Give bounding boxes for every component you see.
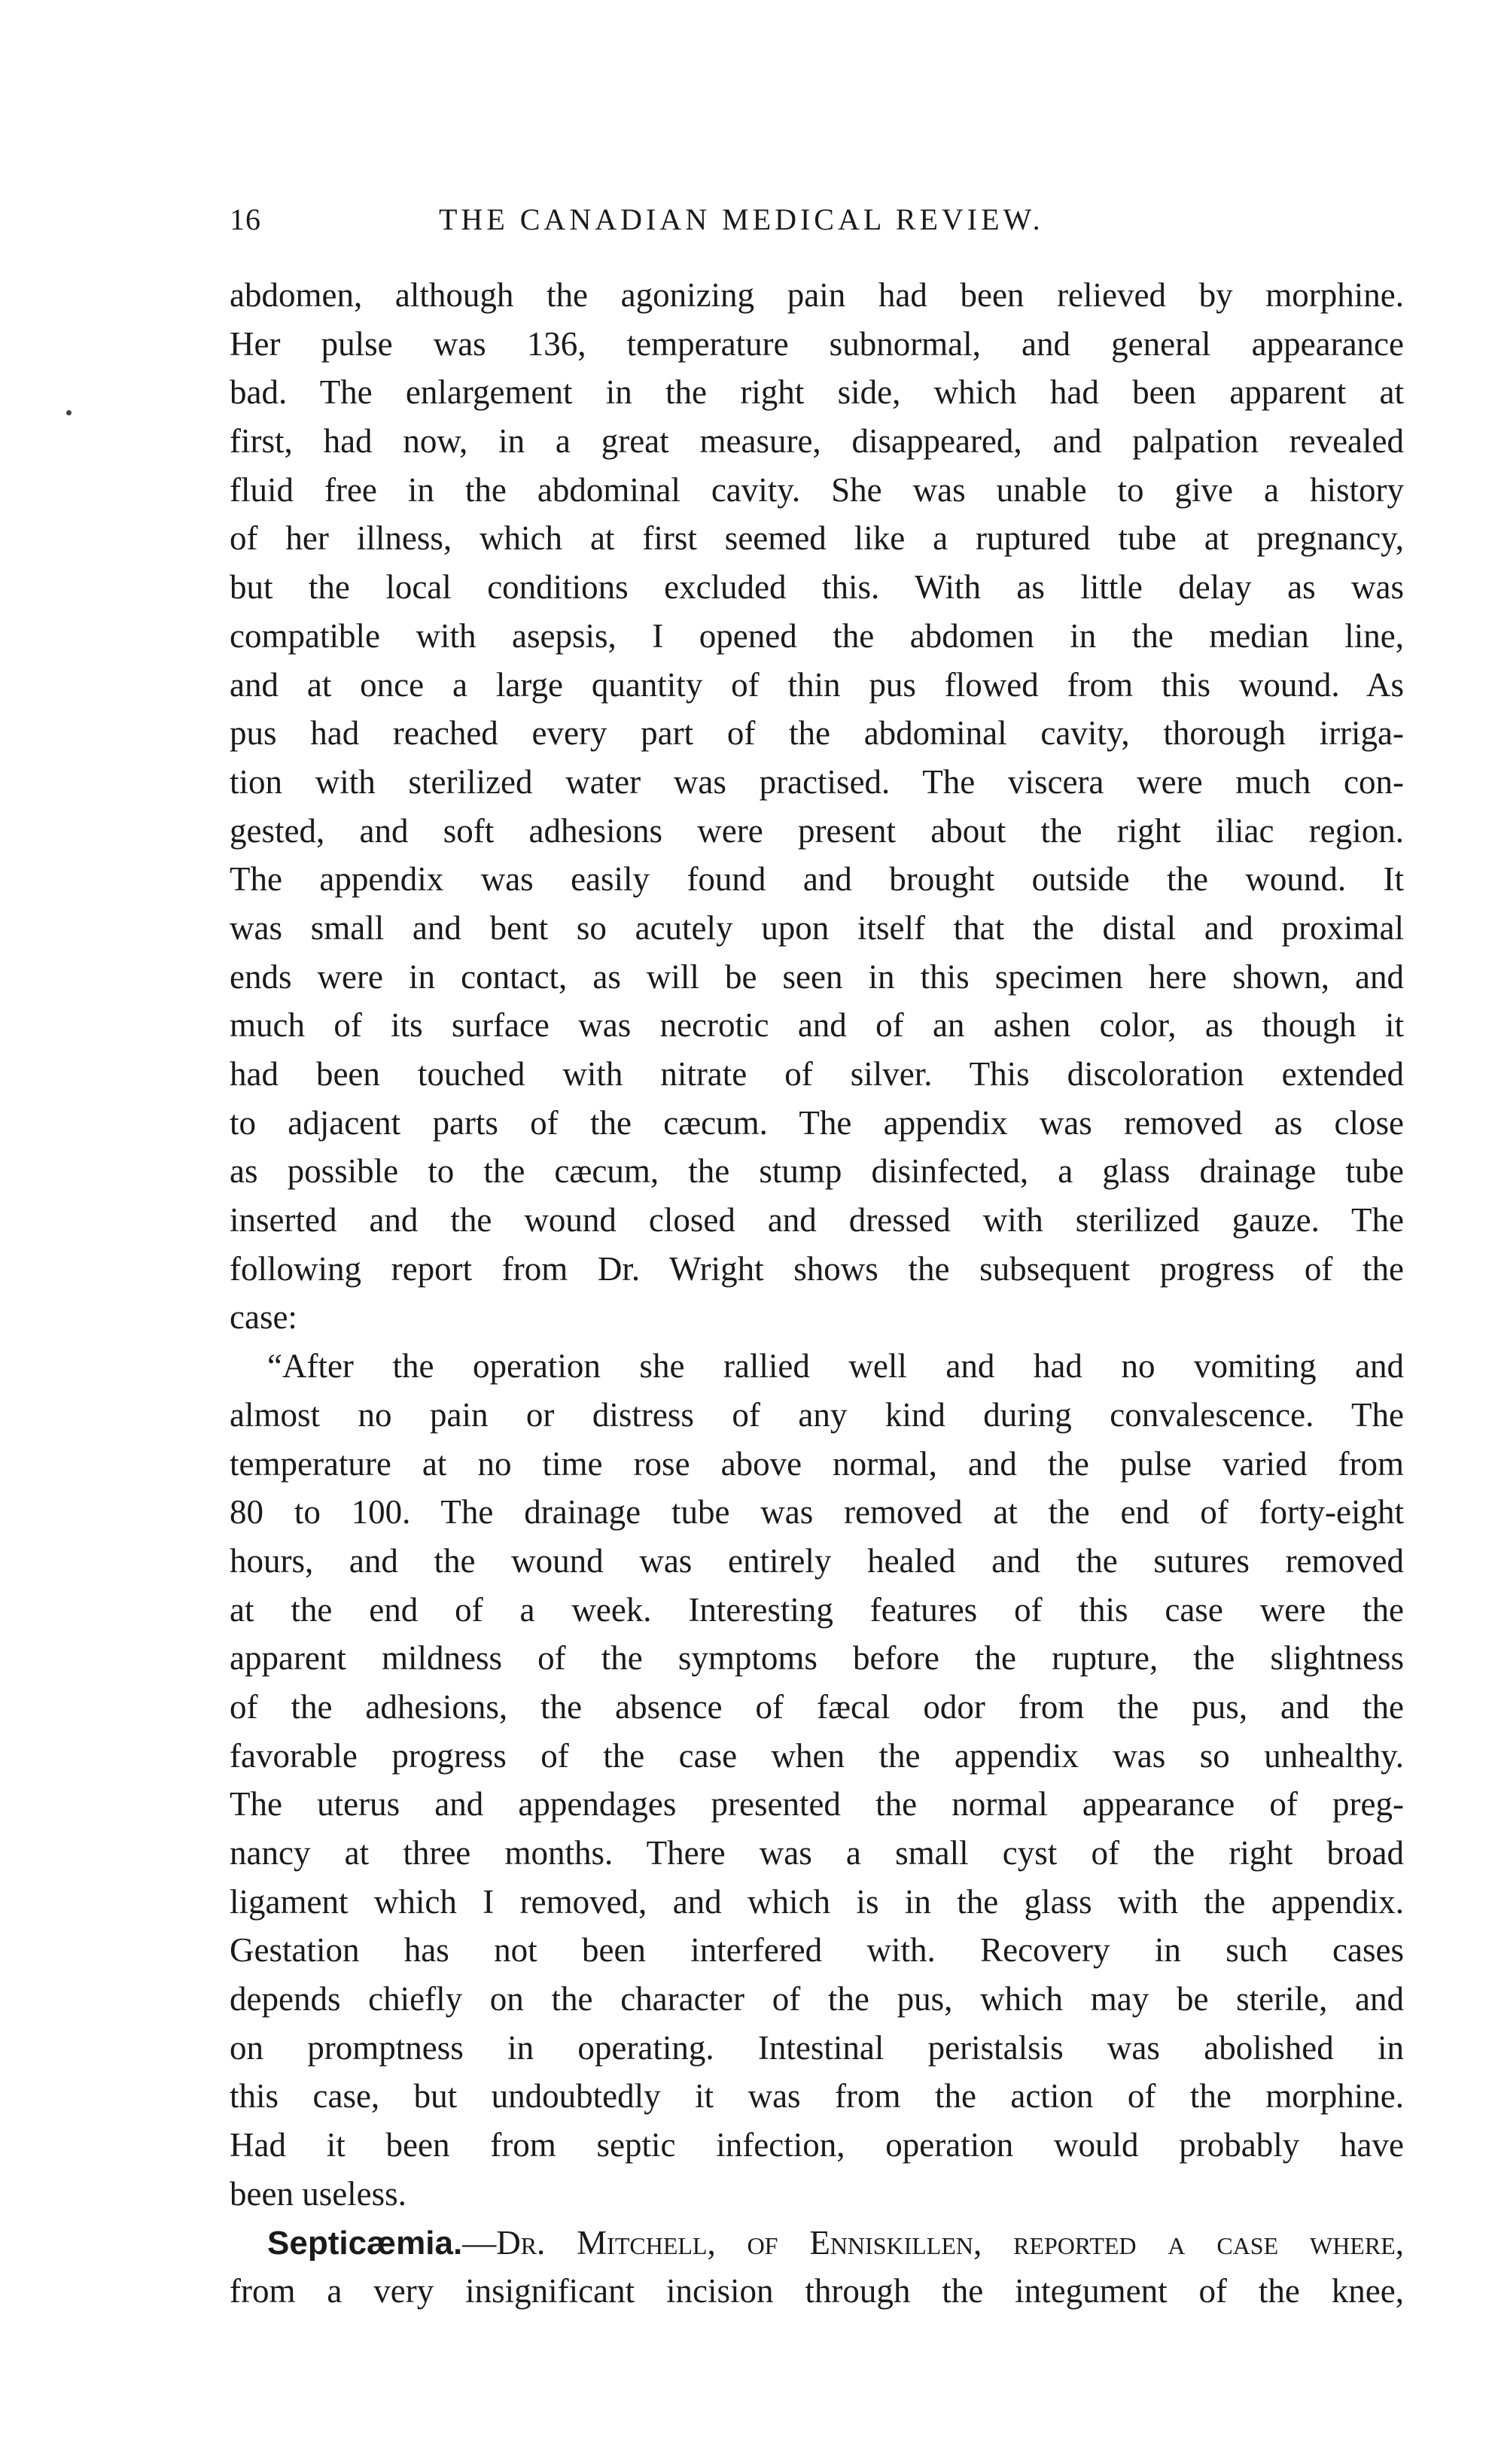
- margin-speck: [66, 410, 72, 415]
- text-line: pus had reached every part of the abdominal cavity, thorough irriga-: [230, 714, 1404, 753]
- text-line: ends were in contact, as will be seen in this specimen here shown, and: [230, 957, 1404, 996]
- text-line: case:: [230, 1298, 297, 1337]
- page-number: 16: [230, 202, 261, 236]
- text-line: bad. The enlargement in the right side, which had been apparent at: [230, 373, 1404, 412]
- text-line: following report from Dr. Wright shows the subsequent progress of the: [230, 1249, 1404, 1288]
- section-first-line-text: —Dr. Mitchell, of Enniskillen, reported a case where,: [462, 2223, 1404, 2262]
- section-heading: Septicæmia.: [267, 2224, 463, 2262]
- text-line: from a very insignificant incision through the integument of the knee,: [230, 2272, 1404, 2310]
- quote-line: “After the operation she rallied well and had no vomiting and: [267, 1347, 1404, 1386]
- text-line: to adjacent parts of the cæcum. The appendix was removed as close: [230, 1103, 1404, 1142]
- quote-line: The uterus and appendages presented the normal appearance of preg-: [230, 1785, 1404, 1824]
- text-line: gested, and soft adhesions were present about the right iliac region.: [230, 811, 1404, 850]
- quote-line: been useless.: [230, 2174, 406, 2213]
- quote-line: 80 to 100. The drainage tube was removed at the end of forty-eight: [230, 1493, 1404, 1532]
- quote-line: on promptness in operating. Intestinal peristalsis was abolished in: [230, 2028, 1404, 2067]
- quote-line: temperature at no time rose above normal, and the pulse varied from: [230, 1444, 1404, 1483]
- text-line: much of its surface was necrotic and of an ashen color, as though it: [230, 1006, 1404, 1045]
- text-line: fluid free in the abdominal cavity. She was unable to give a history: [230, 470, 1404, 509]
- text-line: The appendix was easily found and brought outside the wound. It: [230, 860, 1404, 899]
- quote-line: ligament which I removed, and which is in the glass with the appendix.: [230, 1882, 1404, 1921]
- quote-line: Had it been from septic infection, operation would probably have: [230, 2126, 1404, 2164]
- text-line: and at once a large quantity of thin pus flowed from this wound. As: [230, 665, 1404, 704]
- quote-line: depends chiefly on the character of the pus, which may be sterile, and: [230, 1980, 1404, 2018]
- section-first-line: [230, 2219, 1404, 2268]
- text-line: but the local conditions excluded this. With as little delay as was: [230, 568, 1404, 607]
- text-line: was small and bent so acutely upon itself that the distal and proximal: [230, 908, 1404, 947]
- quote-line: this case, but undoubtedly it was from the action of the morphine.: [230, 2077, 1404, 2116]
- text-line: compatible with asepsis, I opened the abdomen in the median line,: [230, 616, 1404, 655]
- text-line: as possible to the cæcum, the stump disinfected, a glass drainage tube: [230, 1152, 1404, 1191]
- body-text: [230, 271, 1404, 2316]
- text-line: first, had now, in a great measure, disappeared, and palpation revealed: [230, 422, 1404, 461]
- text-line: tion with sterilized water was practised. The viscera were much con-: [230, 762, 1404, 801]
- quote-line: at the end of a week. Interesting features of this case were the: [230, 1590, 1404, 1629]
- running-head: THE CANADIAN MEDICAL REVIEW.: [439, 202, 1044, 236]
- quote-line: apparent mildness of the symptoms before the rupture, the slightness: [230, 1639, 1404, 1678]
- quote-line: almost no pain or distress of any kind during convalescence. The: [230, 1395, 1404, 1434]
- page-header: [230, 202, 1404, 254]
- quote-line: favorable progress of the case when the appendix was so unhealthy.: [230, 1736, 1404, 1775]
- text-line: inserted and the wound closed and dressed with sterilized gauze. The: [230, 1201, 1404, 1240]
- text-line: had been touched with nitrate of silver. This discoloration extended: [230, 1055, 1404, 1093]
- quote-line: of the adhesions, the absence of fæcal odor from the pus, and the: [230, 1687, 1404, 1726]
- text-line: of her illness, which at first seemed like a ruptured tube at pregnancy,: [230, 519, 1404, 558]
- text-line: Her pulse was 136, temperature subnormal, and general appearance: [230, 324, 1404, 363]
- quote-line: nancy at three months. There was a small cyst of the right broad: [230, 1834, 1404, 1872]
- text-line: abdomen, although the agonizing pain had been relieved by morphine.: [230, 276, 1404, 314]
- quote-line: hours, and the wound was entirely healed and the sutures removed: [230, 1541, 1404, 1580]
- quote-line: Gestation has not been interfered with. Recovery in such cases: [230, 1931, 1404, 1970]
